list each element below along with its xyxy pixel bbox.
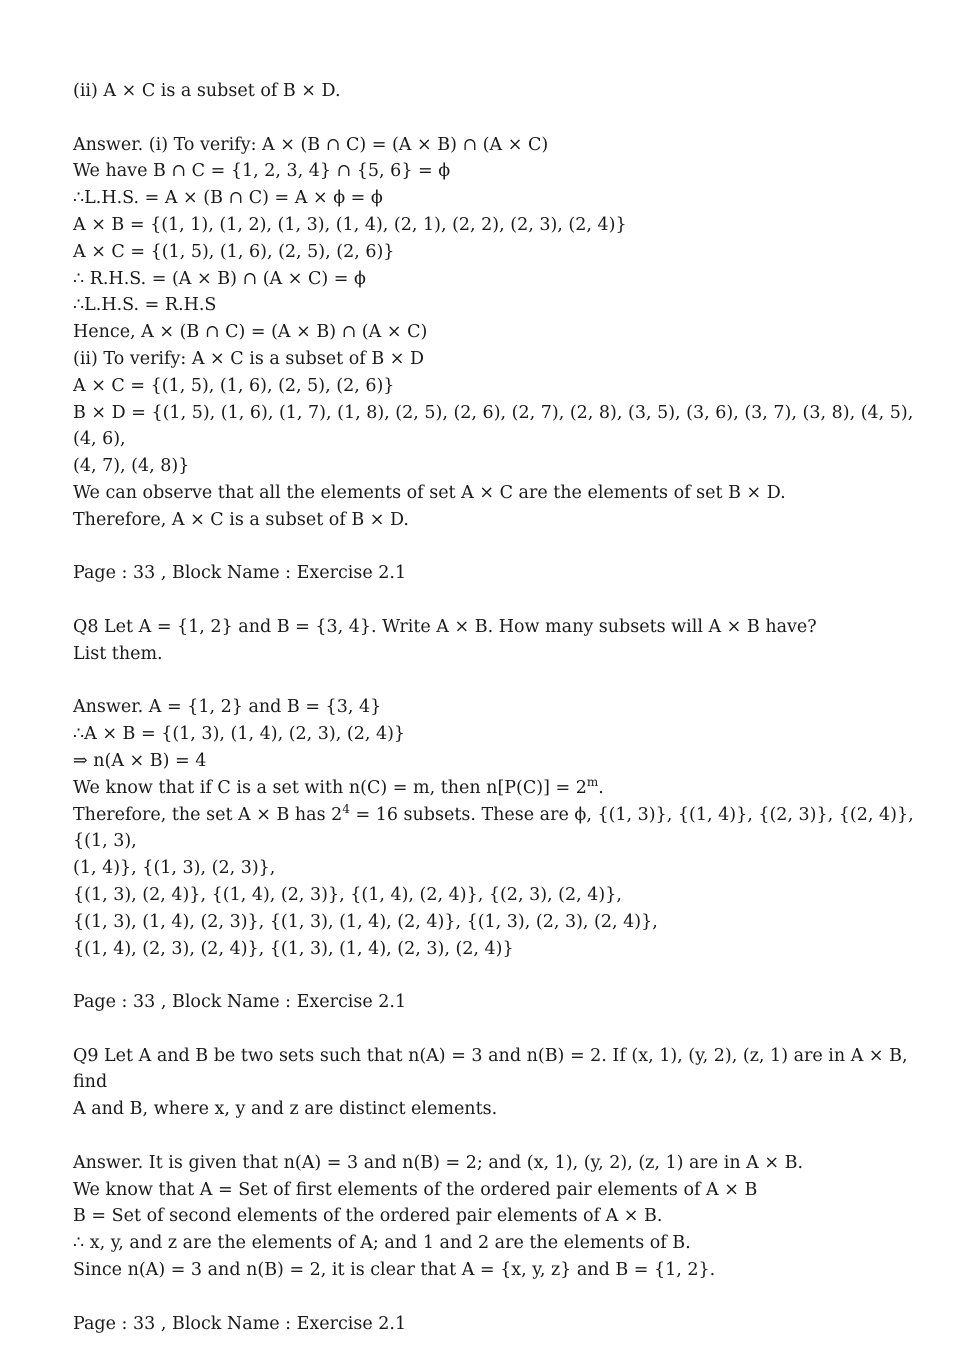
text-line: Q9 Let A and B be two sets such that n(A) = 3 and n(B) = 2. If (x, 1), (y, 2), (z, 1) are in A × B, find xyxy=(73,1045,914,1093)
text-line: {(1, 3), (2, 4)}, {(1, 4), (2, 3)}, {(1, 4), (2, 4)}, {(2, 3), (2, 4)}, xyxy=(73,884,622,905)
text-line: {(1, 4), (2, 3), (2, 4)}, {(1, 3), (1, 4), (2, 3), (2, 4)} xyxy=(73,938,514,959)
text-line: A × C = {(1, 5), (1, 6), (2, 5), (2, 6)} xyxy=(73,375,395,396)
text-line: {(1, 3), (1, 4), (2, 3)}, {(1, 3), (1, 4), (2, 4)}, {(1, 3), (2, 3), (2, 4)}, xyxy=(73,911,658,932)
text-line: ∴ x, y, and z are the elements of A; and 1 and 2 are the elements of B. xyxy=(73,1233,691,1254)
blank-line xyxy=(73,1123,918,1150)
text-line: Answer. It is given that n(A) = 3 and n(B) = 2; and (x, 1), (y, 2), (z, 1) are in A × B. xyxy=(73,1152,804,1173)
text-line: (ii) To verify: A × C is a subset of B × D xyxy=(73,348,425,369)
text-line: ∴A × B = {(1, 3), (1, 4), (2, 3), (2, 4)} xyxy=(73,724,406,745)
blank-line xyxy=(73,587,918,614)
superscript: 4 xyxy=(342,801,350,816)
text-line: Answer. (i) To verify: A × (B ∩ C) = (A × B) ∩ (A × C) xyxy=(73,134,549,155)
text-line: Q8 Let A = {1, 2} and B = {3, 4}. Write A × B. How many subsets will A × B have? xyxy=(73,616,817,637)
text-line: (ii) A × C is a subset of B × D. xyxy=(73,81,341,101)
text-line: Page : 33 , Block Name : Exercise 2.1 xyxy=(73,1313,407,1334)
text-line: (4, 7), (4, 8)} xyxy=(73,456,190,477)
text-line: A and B, where x, y and z are distinct elements. xyxy=(73,1099,498,1120)
text-line: ∴ R.H.S. = (A × B) ∩ (A × C) = ϕ xyxy=(73,268,366,289)
text-line: Page : 33 , Block Name : Exercise 2.1 xyxy=(73,992,407,1013)
text-segment: . xyxy=(598,777,604,798)
text-block-part-1 xyxy=(73,78,918,775)
blank-line xyxy=(73,1016,918,1043)
text-line: We know that A = Set of first elements of the ordered pair elements of A × B xyxy=(73,1179,758,1200)
text-line: A × B = {(1, 1), (1, 2), (1, 3), (1, 4), (2, 1), (2, 2), (2, 3), (2, 4)} xyxy=(73,214,627,235)
blank-line xyxy=(73,1284,918,1311)
text-line: List them. xyxy=(73,643,163,664)
text-line: ∴L.H.S. = A × (B ∩ C) = A × ϕ = ϕ xyxy=(73,188,383,209)
text-line: (1, 4)}, {(1, 3), (2, 3)}, xyxy=(73,858,276,879)
superscript: m xyxy=(586,774,599,789)
text-line: We can observe that all the elements of set A × C are the elements of set B × D. xyxy=(73,482,786,503)
text-segment: We know that if C is a set with n(C) = m, then n[P(C)] = 2 xyxy=(73,777,587,798)
text-line: B = Set of second elements of the ordered pair elements of A × B. xyxy=(73,1206,663,1227)
text-line: Answer. A = {1, 2} and B = {3, 4} xyxy=(73,697,382,718)
text-line: Since n(A) = 3 and n(B) = 2, it is clear that A = {x, y, z} and B = {1, 2}. xyxy=(73,1260,716,1281)
blank-line xyxy=(73,668,918,695)
text-line: ∴L.H.S. = R.H.S xyxy=(73,295,217,316)
blank-line xyxy=(73,534,918,561)
text-segment: = 16 subsets. These are ϕ, {(1, 3)}, {(1, 4)}, {(2, 3)}, {(2, 4)}, {(1, 3), xyxy=(73,804,920,852)
text-segment: Therefore, the set A × B has 2 xyxy=(73,804,343,825)
text-line: We have B ∩ C = {1, 2, 3, 4} ∩ {5, 6} = ϕ xyxy=(73,161,451,182)
text-line: Hence, A × (B ∩ C) = (A × B) ∩ (A × C) xyxy=(73,322,428,343)
blank-line xyxy=(73,962,918,989)
text-line: Page : 33 , Block Name : Exercise 2.1 xyxy=(73,563,407,584)
text-line: B × D = {(1, 5), (1, 6), (1, 7), (1, 8), (2, 5), (2, 6), (2, 7), (2, 8), (3, 5), (3, 6), (3, 7), (3, 8), (4, 5), (4, 6), xyxy=(73,402,919,450)
blank-line xyxy=(73,105,918,132)
text-line: ⇒ n(A × B) = 4 xyxy=(73,750,207,771)
text-line: A × C = {(1, 5), (1, 6), (2, 5), (2, 6)} xyxy=(73,241,395,262)
text-line-power-set-rule xyxy=(73,775,918,802)
text-line: Therefore, A × C is a subset of B × D. xyxy=(73,509,409,530)
text-line-subset-count xyxy=(73,802,918,856)
text-block-part-2 xyxy=(73,855,918,1337)
